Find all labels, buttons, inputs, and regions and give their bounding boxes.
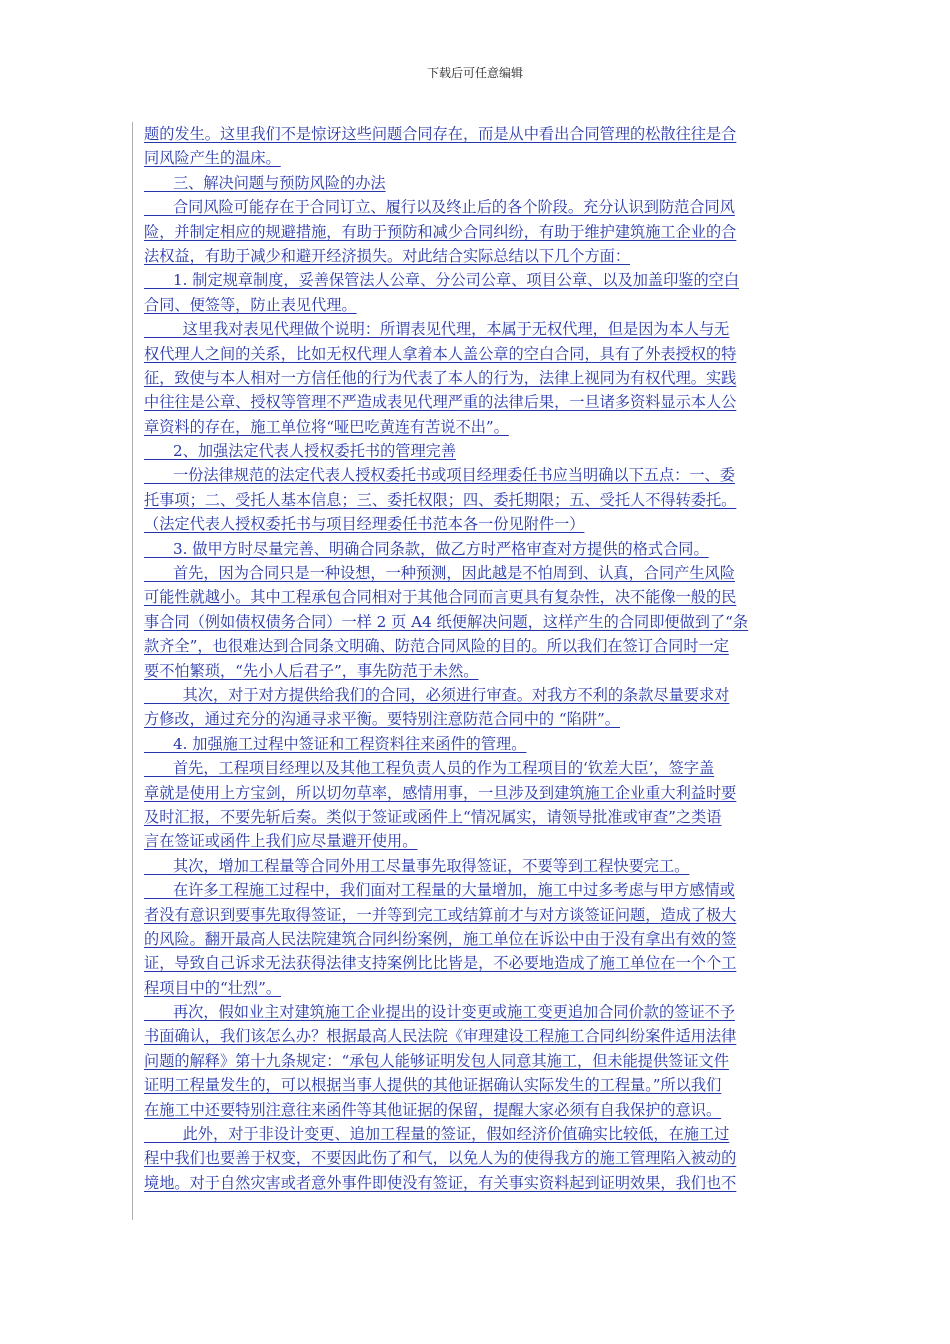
margin-rule [132, 122, 133, 1220]
text-line [144, 537, 806, 561]
text-line [144, 976, 806, 1000]
text-line-content: 及时汇报，不要先斩后奏。类似于签证或函件上“情况属实，请领导批准或审查”之类语 [144, 807, 722, 826]
text-line [144, 585, 806, 609]
text-line [144, 268, 806, 292]
text-line [144, 561, 806, 585]
text-line-content: 首先，工程项目经理以及其他工程负责人员的作为工程项目的‘钦差大臣’，签字盖 [144, 759, 715, 778]
text-line-content: 同风险产生的温床。 [144, 149, 281, 168]
text-line-content: 在许多工程施工过程中，我们面对工程量的大量增加，施工中过多考虑与甲方感情或 [144, 881, 735, 900]
text-line [144, 951, 806, 975]
text-line [144, 683, 806, 707]
text-line [144, 195, 806, 219]
text-line [144, 488, 806, 512]
text-line [144, 244, 806, 268]
text-line [144, 342, 806, 366]
text-line [144, 927, 806, 951]
text-line [144, 293, 806, 317]
text-line-content: 险，并制定相应的规避措施，有助于预防和减少合同纠纷，有助于维护建筑施工企业的合 [144, 222, 737, 241]
text-line-content: 证明工程量发生的，可以根据当事人提供的其他证据确认实际发生的工程量。”所以我们 [144, 1076, 722, 1095]
text-line [144, 1146, 806, 1170]
text-line-content: 法权益，有助于减少和避开经济损失。对此结合实际总结以下几个方面： [144, 246, 630, 265]
text-line-content: 3. 做甲方时尽量完善、明确合同条款，做乙方时严格审查对方提供的格式合同。 [144, 539, 709, 558]
text-line-content: 4. 加强施工过程中签证和工程资料往来函件的管理。 [144, 734, 527, 753]
text-line-content: 合同、便签等，防止表见代理。 [144, 295, 357, 314]
text-line [144, 878, 806, 902]
text-line [144, 1049, 806, 1073]
text-line-content: 在施工中还要特别注意往来函件等其他证据的保留，提醒大家必须有自我保护的意识。 [144, 1100, 722, 1119]
text-line-content: 可能性就越小。其中工程承包合同相对于其他合同而言更具有复杂性，决不能像一般的民 [144, 588, 737, 607]
text-line-content: 此外，对于非设计变更、追加工程量的签证，假如经济价值确实比较低，在施工过 [144, 1125, 730, 1144]
text-line-content: 方修改，通过充分的沟通寻求平衡。要特别注意防范合同中的 “陷阱”。 [144, 710, 620, 729]
text-line [144, 1171, 806, 1195]
text-line [144, 1000, 806, 1024]
text-line-content: 者没有意识到要事先取得签证，一并等到完工或结算前才与对方谈签证问题，造成了极大 [144, 905, 737, 924]
text-line-content: 证，导致自己诉求无法获得法律支持案例比比皆是，不必要地造成了施工单位在一个个工 [144, 954, 737, 973]
text-line [144, 659, 806, 683]
text-line-content: 1. 制定规章制度，妥善保管法人公章、分公司公章、项目公章、以及加盖印鉴的空白 [144, 271, 740, 290]
page-header: 下载后可任意编辑 [426, 66, 523, 80]
text-line-content: 款齐全”，也很难达到合同条文明确、防范合同风险的目的。所以我们在签订合同时一定 [144, 637, 729, 656]
text-line-content: 程中我们也要善于权变，不要因此伤了和气，以免人为的使得我方的施工管理陷入被动的 [144, 1149, 737, 1168]
text-line [144, 512, 806, 536]
text-line [144, 610, 806, 634]
text-line [144, 634, 806, 658]
text-line [144, 317, 806, 341]
text-line [144, 781, 806, 805]
text-line-content: 2、加强法定代表人授权委托书的管理完善 [144, 442, 457, 461]
text-line-content: 章就是使用上方宝剑，所以切勿草率，感情用事，一旦涉及到建筑施工企业重大利益时要 [144, 783, 737, 802]
text-line-content: 三、解决问题与预防风险的办法 [144, 173, 386, 192]
text-line [144, 1122, 806, 1146]
text-line-content: 合同风险可能存在于合同订立、履行以及终止后的各个阶段。充分认识到防范合同风 [144, 198, 735, 217]
text-line-content: 这里我对表见代理做个说明：所谓表见代理，本属于无权代理，但是因为本人与无 [144, 320, 730, 339]
text-line [144, 171, 806, 195]
text-line [144, 805, 806, 829]
text-line-content: 言在签证或函件上我们应尽量避开使用。 [144, 832, 418, 851]
text-line [144, 220, 806, 244]
text-line [144, 829, 806, 853]
text-line [144, 415, 806, 439]
text-line [144, 439, 806, 463]
text-line [144, 1098, 806, 1122]
text-line-content: （法定代表人授权委托书与项目经理委任书范本各一份见附件一） [144, 515, 585, 534]
text-line-content: 再次，假如业主对建筑施工企业提出的设计变更或施工变更追加合同价款的签证不予 [144, 1003, 735, 1022]
text-line-content: 境地。对于自然灾害或者意外事件即使没有签证，有关事实资料起到证明效果，我们也不 [144, 1173, 737, 1192]
text-line-content: 中往往是公章、授权等管理不严造成表见代理严重的法律后果，一旦诸多资料显示本人公 [144, 393, 737, 412]
text-line-content: 的风险。翻开最高人民法院建筑合同纠纷案例，施工单位在诉讼中由于没有拿出有效的签 [144, 929, 737, 948]
text-line-content: 托事项；二、受托人基本信息；三、委托权限；四、委托期限；五、受托人不得转委托。 [144, 490, 737, 509]
text-line [144, 366, 806, 390]
text-line-content: 问题的解释》第十九条规定：“承包人能够证明发包人同意其施工，但未能提供签证文件 [144, 1051, 729, 1070]
text-line-content: 权代理人之间的关系，比如无权代理人拿着本人盖公章的空白合同，具有了外表授权的特 [144, 344, 737, 363]
text-line [144, 146, 806, 170]
text-line-content: 其次，增加工程量等合同外用工尽量事先取得签证，不要等到工程快要完工。 [144, 856, 690, 875]
text-line-content: 首先，因为合同只是一种设想，一种预测，因此越是不怕周到、认真，合同产生风险 [144, 564, 735, 583]
text-line [144, 1024, 806, 1048]
text-line-content: 征，致使与本人相对一方信任他的行为代表了本人的行为，法律上视同为有权代理。实践 [144, 368, 737, 387]
text-line [144, 463, 806, 487]
text-line [144, 732, 806, 756]
text-line-content: 书面确认，我们该怎么办？根据最高人民法院《审理建设工程施工合同纠纷案件适用法律 [144, 1027, 737, 1046]
text-line-content: 章资料的存在，施工单位将“哑巴吃黄连有苦说不出”。 [144, 417, 509, 436]
text-line-content: 程项目中的“壮烈”。 [144, 978, 282, 997]
text-line [144, 390, 806, 414]
text-line [144, 707, 806, 731]
text-line [144, 756, 806, 780]
text-line-content: 事合同（例如债权债务合同）一样 2 页 A4 纸便解决问题，这样产生的合同即便做到了“条 [144, 612, 749, 631]
document-body [144, 122, 806, 1195]
text-line [144, 854, 806, 878]
text-line-content: 其次，对于对方提供给我们的合同，必须进行审查。对我方不利的条款尽量要求对 [144, 685, 730, 704]
text-line [144, 122, 806, 146]
text-line [144, 903, 806, 927]
text-line [144, 1073, 806, 1097]
text-line-content: 要不怕繁琐，“先小人后君子”，事先防范于未然。 [144, 661, 479, 680]
text-line-content: 一份法律规范的法定代表人授权委托书或项目经理委任书应当明确以下五点：一、委 [144, 466, 735, 485]
text-line-content: 题的发生。这里我们不是惊讶这些问题合同存在，而是从中看出合同管理的松散往往是合 [144, 125, 737, 143]
